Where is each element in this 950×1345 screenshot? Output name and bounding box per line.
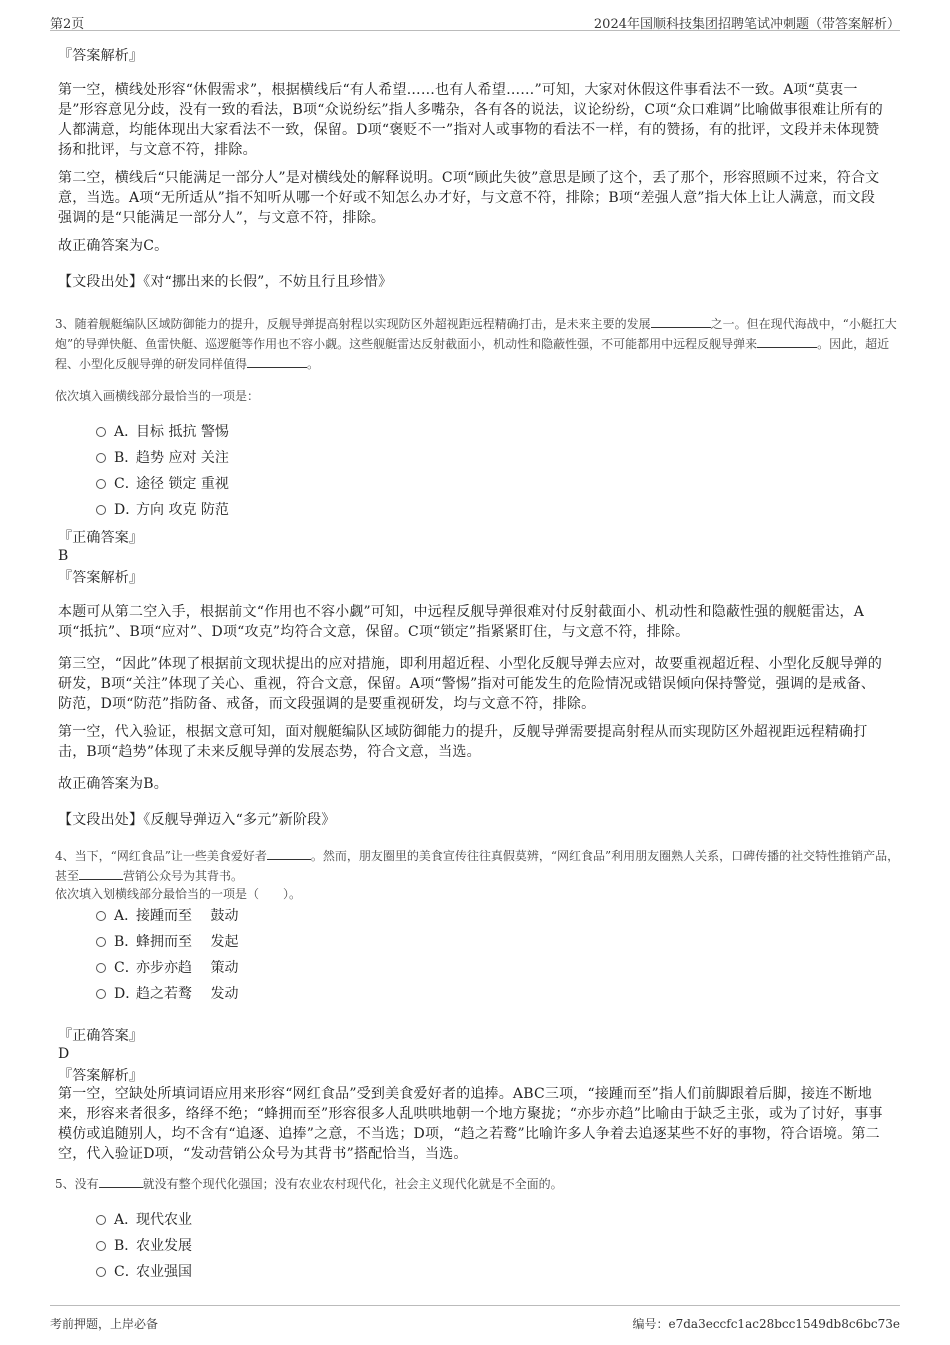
q4-instruction: 依次填入划横线部分最恰当的一项是（ ）。 [55, 887, 302, 901]
q4-blank-1 [267, 847, 311, 860]
q3-blank-1 [651, 315, 711, 328]
radio-icon[interactable] [96, 453, 106, 463]
radio-icon[interactable] [96, 963, 106, 973]
radio-icon[interactable] [96, 479, 106, 489]
q3-answer-label: 『正确答案』 [58, 530, 144, 546]
q4-answer: D [58, 1046, 70, 1062]
radio-icon[interactable] [96, 937, 106, 947]
radio-icon[interactable] [96, 911, 106, 921]
q4-stem: 4、当下，“网红食品”让一些美食爱好者 。然而，朋友圈里的美食宣传往往真假莫辨，“网红食品”利用朋友圈熟人关系，口碑传播的社交特性推销产品，甚至 营销公众号为其背书。 [55, 849, 900, 883]
document-code: 编号：e7da3eccfc1ac28bcc1549db8c6bc73e [632, 1317, 900, 1331]
radio-icon[interactable] [96, 427, 106, 437]
q3-instruction: 依次填入画横线部分最恰当的一项是： [55, 389, 260, 403]
document-title: 2024年国顺科技集团招聘笔试冲刺题（带答案解析） [593, 17, 900, 32]
q3-option-a[interactable]: A．目标 抵抗 警惕 [96, 422, 229, 442]
q4-option-c[interactable]: C．亦步亦趋 策动 [96, 958, 238, 978]
q3-stem: 3、随着舰艇编队区域防御能力的提升，反舰导弹提高射程以实现防区外超视距远程精确打击，是未来主要的发展 之一。但在现代海战中，“小艇扛大炮”的导弹快艇、鱼雷快艇、巡逻艇等作用也不容小觑。这些舰艇雷达反射截面小，机动性和隐蔽性强，不可能都用中远程反舰导弹来 。因此，超近程、小型化反舰导弹的研发同样值得 。 [55, 317, 897, 371]
q3-source: 【文段出处】《反舰导弹迈入“多元”新阶段》 [58, 812, 336, 828]
q4-option-d[interactable]: D．趋之若鹜 发动 [96, 984, 238, 1004]
q2-analysis-label: 『答案解析』 [58, 48, 144, 64]
q4-option-a[interactable]: A．接踵而至 鼓动 [96, 906, 238, 926]
q3-blank-3 [247, 355, 307, 368]
q2-conclusion: 故正确答案为C。 [58, 238, 169, 254]
radio-icon[interactable] [96, 505, 106, 515]
q3-analysis-p2: 第三空，“因此”体现了根据前文现状提出的应对措施，即利用超近程、小型化反舰导弹去应对，故要重视超近程、小型化反舰导弹的研发，B项“关注”体现了关心、重视，符合文意，保留。A项“警惕”指对可能发生的危险情况或错误倾向保持警觉，强调的是戒备、防范，D项“防范”指防备、戒备，而文段强调的是要重视研发，均与文意不符，排除。 [58, 656, 883, 712]
q2-source: 【文段出处】《对“挪出来的长假”，不妨且行且珍惜》 [58, 274, 393, 290]
q3-analysis-label: 『答案解析』 [58, 570, 144, 586]
q3-option-c[interactable]: C．途径 锁定 重视 [96, 474, 229, 494]
q5-option-a[interactable]: A．现代农业 [96, 1210, 192, 1230]
q4-option-b[interactable]: B．蜂拥而至 发起 [96, 932, 238, 952]
q3-option-b[interactable]: B．趋势 应对 关注 [96, 448, 229, 468]
page-number: 第2页 [50, 17, 85, 32]
q4-analysis-label: 『答案解析』 [58, 1068, 144, 1084]
q3-answer: B [58, 548, 69, 564]
radio-icon[interactable] [96, 1267, 106, 1277]
q4-blank-2 [79, 867, 123, 880]
q2-analysis-p1: 第一空，横线处形容“休假需求”，根据横线后“有人希望……也有人希望……”可知，大家对休假这件事看法不一致。A项“莫衷一是”形容意见分歧，没有一致的看法，B项“众说纷纭”指人多嘴杂，各有各的说法，议论纷纷，C项“众口难调”比喻做事很难让所有的人都满意，均能体现出大家看法不一致，保留。D项“褒贬不一”指对人或事物的看法不一样，有的赞扬，有的批评，文段并未体现赞扬和批评，与文意不符，排除。 [58, 82, 883, 158]
q5-option-c[interactable]: C．农业强国 [96, 1262, 192, 1282]
radio-icon[interactable] [96, 1215, 106, 1225]
page-footer [50, 1305, 900, 1336]
radio-icon[interactable] [96, 1241, 106, 1251]
radio-icon[interactable] [96, 989, 106, 999]
q5-stem: 5、没有 就没有整个现代化强国；没有农业农村现代化，社会主义现代化就是不全面的。 [55, 1177, 563, 1191]
q4-answer-label: 『正确答案』 [58, 1028, 144, 1044]
q3-analysis-p1: 本题可从第二空入手，根据前文“作用也不容小觑”可知，中远程反舰导弹很难对付反射截面小、机动性和隐蔽性强的舰艇雷达，A项“抵抗”、B项“应对”、D项“攻克”均符合文意，保留。C项“锁定”指紧紧盯住，与文意不符，排除。 [58, 604, 865, 640]
q3-option-d[interactable]: D．方向 攻克 防范 [96, 500, 229, 520]
footer-slogan: 考前押题，上岸必备 [50, 1317, 159, 1331]
q4-analysis-p1: 第一空，空缺处所填词语应用来形容“网红食品”受到美食爱好者的追捧。ABC三项，“接踵而至”指人们前脚跟着后脚，接连不断地来，形容来者很多，络绎不绝；“蜂拥而至”形容很多人乱哄哄地朝一个地方聚拢；“亦步亦趋”比喻由于缺乏主张，或为了讨好，事事模仿或追随别人，均不含有“追逐、追捧”之意，不当选；D项，“趋之若鹜”比喻许多人争着去追逐某些不好的事物，符合语境。第二空，代入验证D项，“发动营销公众号为其背书”搭配恰当，当选。 [58, 1086, 883, 1162]
q5-option-b[interactable]: B．农业发展 [96, 1236, 192, 1256]
q3-blank-2 [757, 335, 817, 348]
q2-analysis-p2: 第二空，横线后“只能满足一部分人”是对横线处的解释说明。C项“顾此失彼”意思是顾了这个，丢了那个，形容照顾不过来，符合文意，当选。A项“无所适从”指不知听从哪一个好或不知怎么办才好，与文意不符，排除；B项“差强人意”指大体上让人满意，而文段强调的是“只能满足一部分人”，与文意不符，排除。 [58, 170, 880, 226]
q3-conclusion: 故正确答案为B。 [58, 776, 168, 792]
q5-blank-1 [99, 1175, 143, 1188]
page-header [50, 8, 900, 31]
q3-analysis-p3: 第一空，代入验证，根据文意可知，面对舰艇编队区域防御能力的提升，反舰导弹需要提高射程从而实现防区外超视距远程精确打击，B项“趋势”体现了未来反舰导弹的发展态势，符合文意，当选。 [58, 724, 868, 760]
